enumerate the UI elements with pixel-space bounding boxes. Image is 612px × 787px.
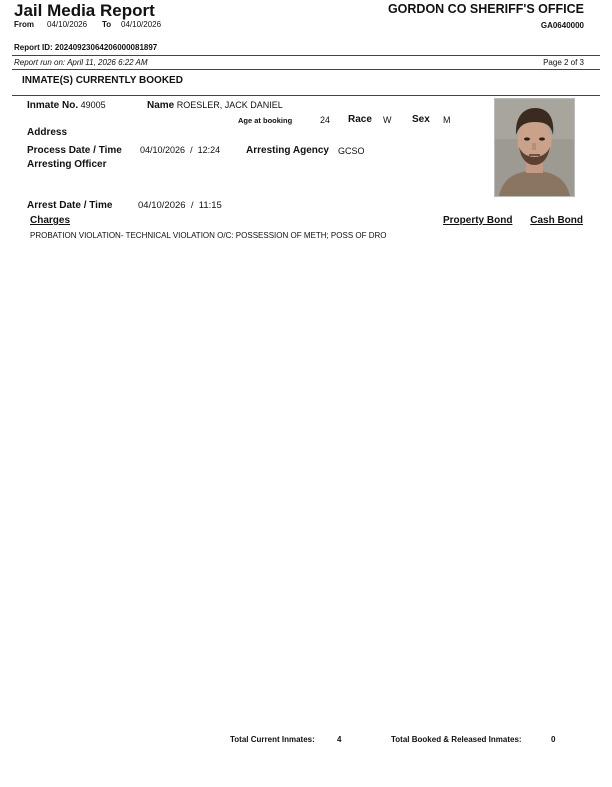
- race-label: Race: [348, 114, 372, 125]
- charge-item: PROBATION VIOLATION- TECHNICAL VIOLATION O/C: POSSESSION OF METH; POSS OF DRO: [30, 231, 387, 240]
- header-divider: [12, 55, 600, 56]
- report-run-on: Report run on: April 11, 2026 6:22 AM: [14, 58, 148, 67]
- age-label: Age at booking: [238, 116, 293, 125]
- report-id-value: 20240923064206000081897: [54, 43, 158, 52]
- report-id: [14, 43, 157, 52]
- age-value: 24: [320, 115, 331, 125]
- name-label: Name: [147, 100, 175, 111]
- address-label: Address: [27, 127, 68, 138]
- arrest-time: 11:15: [198, 200, 222, 211]
- from-label: From: [14, 20, 34, 29]
- arrest-date: 04/10/2026: [138, 200, 186, 211]
- section-title: INMATE(S) CURRENTLY BOOKED: [22, 75, 183, 86]
- process-date: 04/10/2026: [140, 145, 186, 155]
- arresting-agency-label: Arresting Agency: [246, 145, 329, 156]
- section-divider: [12, 95, 600, 96]
- arresting-officer-label: Arresting Officer: [27, 159, 107, 170]
- inmate-number: [27, 100, 106, 111]
- to-label: To: [102, 20, 112, 29]
- process-time: 12:24: [197, 145, 221, 155]
- inmate-photo: [494, 98, 575, 197]
- total-current-value: 4: [337, 735, 342, 744]
- inmate-no-label: Inmate No.: [27, 100, 79, 111]
- process-label: Process Date / Time: [27, 145, 122, 156]
- race-value: W: [383, 115, 392, 125]
- sex-value: M: [443, 115, 451, 125]
- total-booked-released-value: 0: [551, 735, 556, 744]
- total-current-label: Total Current Inmates:: [230, 735, 315, 744]
- process-separator: /: [190, 145, 193, 155]
- process-datetime: [140, 145, 220, 155]
- arresting-agency-value: GCSO: [338, 146, 365, 156]
- to-date: 04/10/2026: [121, 20, 162, 29]
- report-title: Jail Media Report: [14, 1, 155, 20]
- inmate-no-value: 49005: [80, 100, 106, 110]
- arrest-separator: /: [190, 200, 194, 211]
- cash-bond-header: Cash Bond: [530, 215, 583, 226]
- sex-label: Sex: [412, 114, 430, 125]
- agency-code: GA0640000: [540, 21, 584, 30]
- arrest-label: Arrest Date / Time: [27, 200, 113, 211]
- run-divider: [12, 69, 600, 70]
- report-id-label: Report ID:: [14, 43, 53, 52]
- total-booked-released-label: Total Booked & Released Inmates:: [391, 735, 522, 744]
- page-number: Page 2 of 3: [543, 58, 584, 67]
- inmate-name: [147, 100, 283, 111]
- name-value: ROESLER, JACK DANIEL: [176, 100, 283, 110]
- from-date: 04/10/2026: [47, 20, 88, 29]
- property-bond-header: Property Bond: [443, 215, 513, 226]
- arrest-datetime: [138, 200, 222, 211]
- agency-name: GORDON CO SHERIFF'S OFFICE: [387, 2, 584, 16]
- charges-header: Charges: [30, 215, 71, 226]
